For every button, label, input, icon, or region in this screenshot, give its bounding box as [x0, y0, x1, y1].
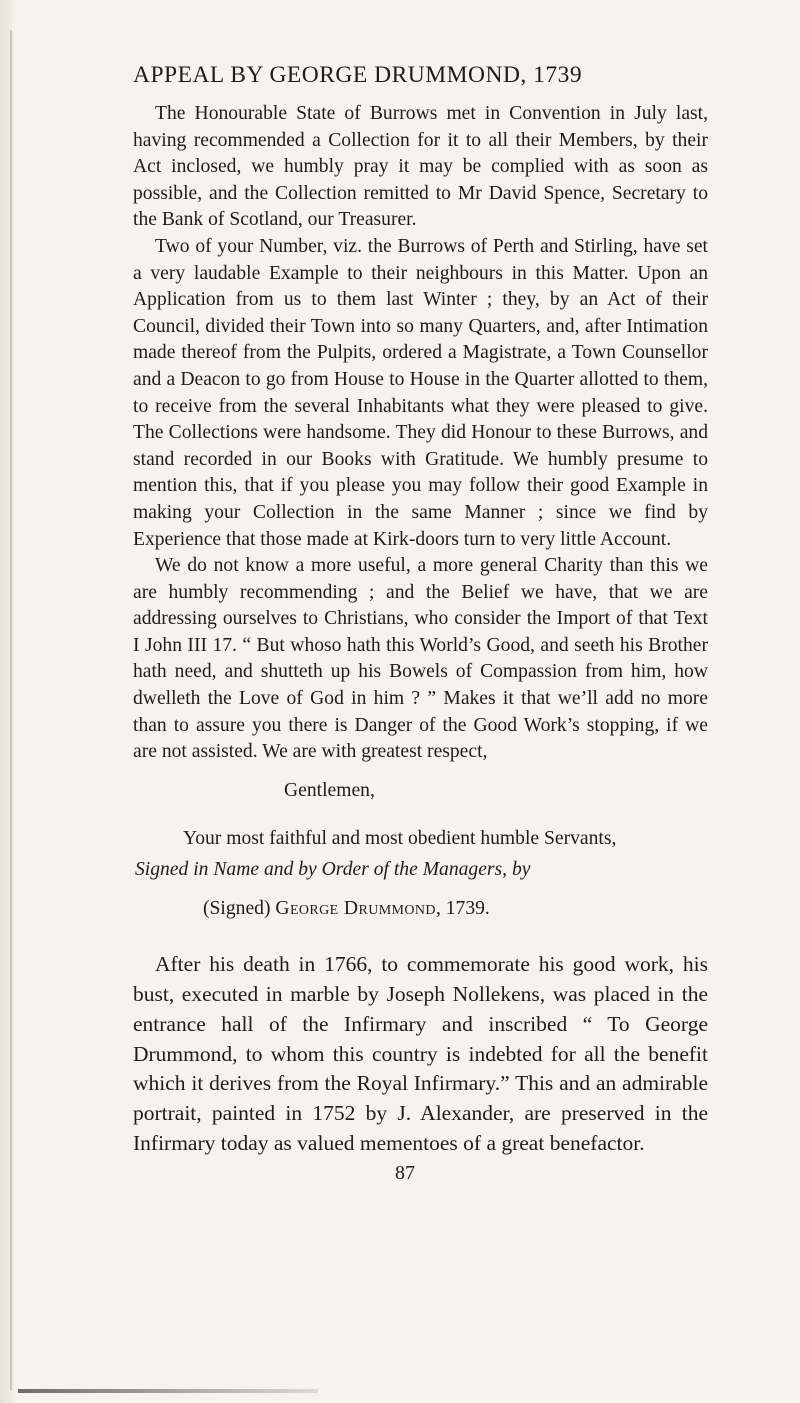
- book-page: [133, 62, 708, 1159]
- letter-paragraph-2: Two of your Number, viz. the Burrows of Perth and Stirling, have set a very laudable Example to their neighbours in this Matter. Upon an Application from us to them last Winter ; they, by an Act of their Council, divided their Town into so many Quarters, and, after Intimation made thereof from the Pulpits, ordered a Magistrate, a Town Counsellor and a Deacon to go from House to House in the Quarter allotted to them, to receive from the several Inhabitants what they were pleased to give. The Collections were handsome. They did Honour to these Burrows, and stand recorded in our Books with Gratitude. We humbly presume to mention this, that if you please you may follow their good Example in making your Collection in the same Manner ; since we find by Experience that those made at Kirk-doors turn to very little Account.: [133, 235, 708, 550]
- signature-name: George Drummond: [275, 897, 436, 919]
- running-head: APPEAL BY GEORGE DRUMMOND, 1739: [133, 62, 583, 88]
- valediction: Your most faithful and most obedient humble Servants,: [183, 828, 617, 850]
- letter-paragraph-3: We do not know a more useful, a more general Charity than this we are humbly recommending ; and the Belief we have, that we are addressing ourselves to Christians, who consider the Import of that Text I John III 17. “ But whoso hath this World’s Good, and seeth his Brother hath need, and shutteth up his Bowels of Compassion from him, how dwelleth the Love of God in him ? ” Makes it that we’ll add no more than to assure you there is Danger of the Good Work’s stopping, if we are not assisted. We are with greatest respect,: [133, 555, 708, 763]
- signature-line: [203, 896, 708, 923]
- binding-gutter: [0, 0, 16, 1403]
- signed-on-behalf-line: Signed in Name and by Order of the Managers, by: [135, 859, 531, 881]
- scan-artifact: [18, 1389, 318, 1393]
- narrative-paragraph: After his death in 1766, to commemorate his good work, his bust, executed in marble by Joseph Nollekens, was placed in the entrance hall of the Infirmary and inscribed “ To George Drummond, to whom this country is indebted for all the benefit which it derives from the Royal Infirmary.” This and an admirable portrait, painted in 1752 by J. Alexander, are preserved in the Infirmary today as valued mementoes of a great benefactor.: [133, 952, 708, 1155]
- signature-date: , 1739.: [435, 897, 490, 919]
- letter-paragraph-1: The Honourable State of Burrows met in Convention in July last, having recommended a Collection for it to all their Members, by their Act inclosed, we humbly pray it may be complied with as soon as possible, and the Collection remitted to Mr David Spence, Secretary to the Bank of Scotland, our Treasurer.: [133, 103, 708, 231]
- signature-prefix: (Signed): [203, 897, 271, 919]
- salutation: Gentlemen,: [284, 779, 375, 801]
- gutter-line: [10, 30, 12, 1390]
- page-number: 87: [395, 1162, 415, 1184]
